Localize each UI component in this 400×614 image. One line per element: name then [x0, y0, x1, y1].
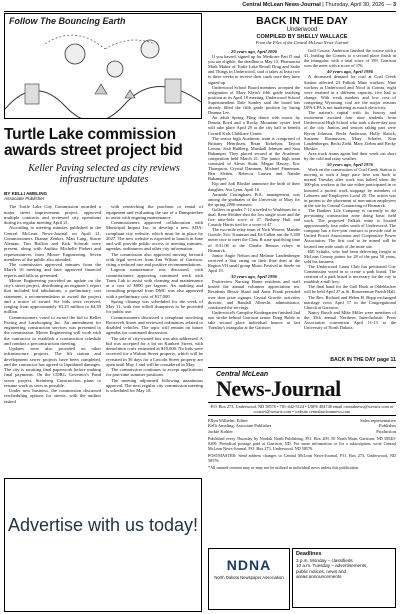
btt-subtitle: Underwood — [286, 27, 318, 33]
staff-list — [208, 418, 396, 434]
left-column — [4, 13, 204, 404]
btt-paragraph: Golf Course. Anderson finished the course with a 41, leading the Comets to a second place finish in the triangular, with a total score of 189. Garrison won the meet with a score of 176. — [304, 48, 396, 69]
btt-paragraph: Junior Angie Nelson and Melanie Landenberger received a Star rating on their flute duet at the Region VII small group Music Festival in Steele on April 19. — [208, 252, 300, 274]
btt-paragraph: The nation's capital with its history and excitement awaited four nine students from Underwood High School who took a three-day tour of the city. Juniors and seniors taking part were Byron Johnson, Becki Anderson, Holly Slatick, Suzanne Rasmussen, Mary Schafer, Kim Landenberger, Becki Ziehl, Mary Ziehm and Becky Bloskie. — [304, 110, 396, 151]
article-paragraph: The meeting adjourned following unanimous approval. The next regular city commission meeting is scheduled for May 18. — [106, 377, 203, 394]
article-paragraph: Commissioners approved collaboration with Municipal Impact Inc. to develop a new, ADA-compliant city website, which must be in place by 2027. The new website is expected to launch in June and will provide public access to meeting minutes, agendas, ordinances and other city information. — [106, 220, 203, 252]
staff-name: Kelli Ameling, Associate Publisher — [208, 423, 272, 429]
article-col-2 — [106, 204, 203, 404]
staff-role: Publisher — [378, 423, 396, 429]
btt-col-1 — [208, 48, 300, 330]
ndna-badge — [208, 548, 290, 610]
btt-source: From the Files of the Central McLean News-Journal — [255, 40, 349, 45]
btt-paragraph: Amanda Cottingham, B.S., management, was among the graduates of the University of Mary for the spring 2006 semester. — [208, 191, 300, 207]
article-paragraph: The Turtle Lake City Commission awarded a major street improvement project, approved multiple contracts and reviewed city operations during its regular meeting April 21. — [4, 204, 101, 226]
staff-role: Sales representative — [360, 418, 396, 423]
btt-paragraph: An adult Spring Fling dance with music by Dennis Boyd and a Rocky Mountain oyster feed will take place April 29 at the city hall to benefit Cornell Kids Childcare Center. — [208, 115, 300, 136]
byline-name: BY KELLI AMELING — [4, 191, 48, 196]
article-paragraph: The sale of city-owned lots was also addressed. A bid was accepted for a lot on Kunkert Street, with demolition costs estimated at $10,000. No bids were received for a Walnut Street property, which will be revisited in 30 days for a Lincoln Street property are open until May 1 and will be considered in May. — [106, 335, 203, 367]
article-paragraph: The commission approved minutes from the March 16 meeting and later approved financial reports and bills as presented. — [4, 262, 101, 278]
masthead — [208, 367, 396, 472]
article-paragraph: Under new business, the commission discussed rescheduling options for streets, with the auditor tasked — [4, 388, 101, 404]
deadline-item: 10 a.m. Tuesday – advertisements, — [296, 563, 368, 569]
article-headline: Turtle Lake commission awards street project bid — [4, 126, 183, 159]
article-body — [4, 204, 204, 404]
deadline-item: areas announcements — [296, 574, 342, 580]
btt-paragraph: Underwood's Campfire Kindergarten finished 2nd one stroke behind Garrison senior Doug Bohle to take second place individual honors at last Tuesday's triangular at the Garrison — [208, 309, 301, 331]
deadlines-box — [292, 548, 396, 608]
fine-print: *All unused content may or may not be utilized in individual news unless this publication. — [208, 464, 360, 470]
staff-role: Production — [376, 428, 396, 434]
btt-title: BACK IN THE DAY — [256, 15, 348, 27]
article-paragraph: Moore Engineering provided an update on the city's street project, distributing an engineer's report that included bid tabulations, a preliminary cost statement, a recommendation to award the project and a notice of award. Six bids were received, ranging from approximately $3.25 million to $4.39 million. — [4, 277, 101, 315]
article-paragraph: with researching the purchase or rental of equipment and evaluating the use of a Dumpsterbee to assist with ongoing maintenance. — [106, 204, 203, 220]
article-paragraph: Updates were also provided on other infrastructure projects. The lift station and development sewer projects have been completed, and the contractor has agreed to liquidated damages. The city is awaiting final paperwork before making final payments. On the CDBG Governor's Fund sewer project, Steinberg Construction plans to resume work as soon as possible. — [4, 346, 101, 388]
btt-paragraph: The final band for the Gail Hook at Oldeblacker will be held April 27 at St. Bonaventure Parish Hall. — [304, 284, 396, 295]
fine-print: POSTMASTER: Send address changes to Central McLean News-Journal, P.O. Box 273, Underwood, ND 58576. — [208, 452, 396, 463]
btt-paragraph: Bill Schultz, who had been delivering freight to McLean County points for 28 of the past 50 years, sold his business. — [304, 248, 396, 264]
btt-paragraph: The senior high Academic team is comprised of Brittany Henriksen, Brian Torkelson, Tayton Larson, Josh Hultberg, Marshall Johnson and Sara Bakamper. They placed second at the Academic competition held March 21. The junior high team consisted of Alexis Stuhr, Megan Hassey, Eric Thompson, Crystal Dammen, Michael Finneman, Ben Sletten, Rebecca Lausen and Natalie Bakamper. — [208, 135, 300, 182]
header-page: 3 — [392, 2, 396, 8]
btt-continued: BACK IN THE DAY page 11 — [330, 357, 396, 363]
ndna-logo: NDNA — [226, 557, 272, 573]
btt-paragraph: The Bankers Life Company is currently in the pre-mining construction zone doing basic field work. The proposed Falkirk mine is located approximately four miles south of Underwood. The company has a five-year contract to provide coal to United Power Association and Cooperative Power Association. The first coal to be mined will be located one mile south of the mine site. — [304, 207, 396, 249]
btt-paragraph: The Underwood Lions Club has petitioned City Commission voted in to create a park board. The creation of a park board is necessary for the city to establish a mill levy. — [304, 263, 396, 285]
deadline-item: 3 p.m. Monday – classifieds — [296, 557, 353, 563]
btt-paragraph: The Rev. Richard and Helen H. Bopp exchanged marriage vows April 17 in the Congregational Church at Garrison. — [304, 294, 396, 310]
article-paragraph: Commissioners discussed a complaint involving Roosevelt Street and reviewed ordinances related to disabled vehicles. The topic will remain on future agendas for continued discussion. — [106, 314, 203, 336]
btt-paragraph: Prairieview Nursing Home residents and staff hosted the annual volunteer appreciation tea. Residents Bessie Slaad and Anne Frank presided over door prize signups. Crystal Gravile, activities director, and Randall Albrecht, administrator, conducted the servings. — [208, 279, 300, 310]
btt-col-2 — [304, 48, 396, 330]
article-paragraph: Spring cleanup was scheduled for the week of May 11, with free rolloff dumpsters to be provided for public use. — [106, 298, 203, 315]
article-paragraph: Commissioners voted to award the bid to Keller Paving and Landscaping Inc. An amendment for engineering construction services was presented to the commission. Moore Engineering will work with the contractor to establish a construction schedule and conduct a preconstruction meeting. — [4, 314, 101, 346]
header-date: Thursday, April 30, 2026 — [325, 2, 385, 8]
btt-section-heading: 20 years ago, April 2006 — [231, 49, 277, 54]
btt-paragraph: A decreased demand for coal at Coal Creek Station affected 23 Falkirk Mine workers. Nine workers at Underwood and Nicol at Coteau, eight were retained in a different capacity, five had to change. With weak markets and low cost of competing Wyoming coal are the major reasons UPA-CPA is not marketing as much electricity. — [304, 74, 396, 111]
masthead-name: News-Journal — [216, 376, 341, 401]
btt-section-heading: 40 years ago, April 1986 — [327, 69, 373, 75]
byline-role: Associate Publisher — [4, 196, 45, 202]
page-header: Central McLean News-Journal | Thursday, April 30, 2026 — 3 — [4, 2, 396, 12]
masthead-top: Central McLean — [216, 371, 269, 378]
article-paragraph: The commission continues to accept applications for part-time summer positions. — [106, 367, 203, 378]
staff-name: Ellyn Wilhelm, Editor — [208, 418, 248, 423]
btt-paragraph: Area track teams again had their week cut short by the cold and rainy weather. — [304, 150, 396, 161]
article-paragraph: According to meeting minutes published in the Central McLean News-Journal on April 21, Commissioners Dianne Zenker, Matt Lang, Stacie Aleman, Tim Briffon and Kirk Schwab were present, along with Auditor Michelle Piekert and representatives from Moore Engineering. Seven members of the public also attended. — [4, 225, 101, 262]
btt-body — [208, 48, 396, 330]
advertise-box[interactable] — [4, 478, 202, 612]
btt-paragraph: The two-mile relay team of Nick Weaver, Mandie Goettle, Eric Trautman and Ed Cullen ran the 5.200 meter race to meet the Class B state qualifying time of 8:31.08 at the Charlie Benson relays in Bismarck. — [208, 227, 300, 253]
publication-info — [208, 436, 396, 470]
btt-paragraph: Work on the construction of Coal Creek Station is moving to such a large pace here was back to normal Tuesday after work was halted when the 300-plus workers at the site either participated in or honored a protest work stoppage by members of Laborers and Employees Local 20. The action was in protest to the placement of non-union employees at the site by Central Contracting of Bismarck. — [304, 167, 396, 208]
article-paragraph: Lagoon maintenance was discussed, with commissioners approving continued work with Trans Lab to assist with cleaning and maintenance at a cost of $800 per lagoon. An auditing and consulting proposal from DMC was also approved with a preliminary cost of $17,000. — [106, 267, 203, 299]
btt-compiled: COMPILED BY SHELLY WALLACE — [256, 34, 348, 40]
article-col-1 — [4, 204, 101, 404]
btt-paragraph: If you haven't signed up for Medicare Part D and you are eligible, the deadline is May 15. Pharmacist Mark Maher of Turtle Lake Rexall Drug and Sadie and Things in Underwood, said it takes at least two to three weeks to receive their cards once they have signed up. — [208, 54, 300, 85]
fine-print: Published every Thursday by Nordak North Publishing, P.O. Box 209, 50 North Main, Garrison, ND 58540-0209. Periodical postage paid at Garrison, ND. For more information or for a subscription, write Central McLean News-Journal, P.O. Box 273, Underwood, ND 58576. — [208, 435, 396, 451]
header-paper: Central McLean News-Journal — [242, 2, 321, 8]
right-column — [208, 13, 396, 330]
article-byline — [4, 191, 204, 201]
advertise-text: Advertise with us today! — [7, 515, 199, 535]
btt-paragraph: Nancy Busch and Mike Miller were members of the 35th annual Northern Intercholastic Press Association convention April 11-13 at the University of North Dakota. — [304, 309, 396, 331]
btt-paragraph: Underwood School Board members accepted the resignation of Mary Klein's fifth grade teaching position at its April 18 meeting, Underwood School Superintendent Dale Stanley said the board has already filled the fifth grade position by hiring Deanna Lee. — [208, 84, 300, 116]
article-deck: Keller Paving selected as city reviews infrastructure updates — [28, 163, 180, 185]
btt-section-heading: 30 years ago, April 1996 — [231, 274, 277, 280]
deadline-item: public notices, news and — [296, 568, 347, 574]
comic-illustration — [5, 14, 201, 118]
staff-name: Jackie Kohler — [208, 428, 233, 434]
comic-strip — [4, 13, 202, 119]
deadlines-title: Deadlines — [296, 551, 322, 557]
btt-paragraph: Golfers in grades 7-12 traveled to Washburn for a dual. Rene Sletther shot the low single score and the five nine-hole score of 47. Bethany Hult and Cassidy Harris tied for a score of 47. — [208, 206, 300, 228]
ndna-subtitle: North Dakota Newspaper Association — [214, 575, 284, 580]
article-paragraph: The commission also approved moving forward with legal services from Jim Wilson of Garrison, citing a reduced rate and positive recommendations. — [106, 251, 203, 268]
btt-section-heading: 50 years ago, April 1976 — [327, 162, 373, 168]
btt-paragraph: Kip and Jodi Bloskie announce the birth of their daughter, Ava Lynn, April 16. — [208, 181, 300, 192]
masthead-address: P.O. Box 273, Underwood, ND 58576 • 701-442-5124 • USPS 484740 email centralnews@westriv.com or ccnews@westriv.com • website centralmcleannews.com — [208, 402, 396, 416]
staff-row — [208, 429, 396, 434]
comic-title: Follow The Bouncing Earth — [9, 16, 126, 26]
